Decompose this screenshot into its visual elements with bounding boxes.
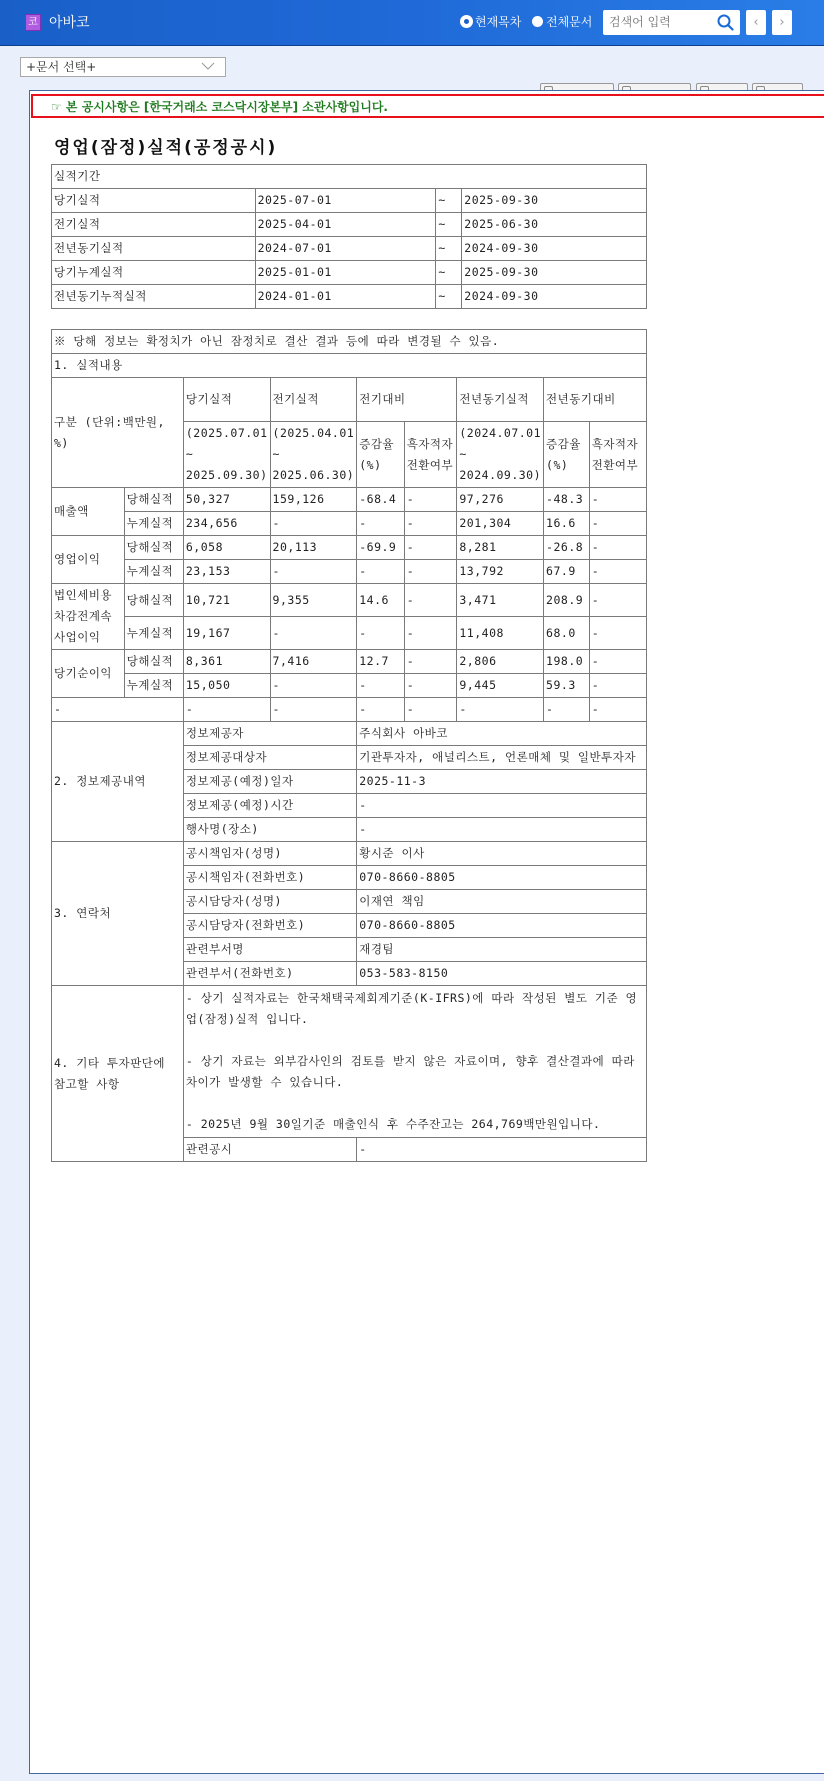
cell: - [589, 560, 646, 584]
contact-label: 관련부서(전화번호) [183, 962, 356, 986]
cell: 20,113 [270, 536, 357, 560]
cell: 234,656 [183, 512, 270, 536]
remarks-cell [183, 986, 646, 1138]
section-3-title: 3. 연락처 [52, 842, 184, 986]
yoy-turnaround-header: 흑자적자전환여부 [589, 422, 646, 488]
cell: -68.4 [357, 488, 405, 512]
type-label: 누계실적 [124, 512, 183, 536]
period-tilde: ~ [436, 213, 462, 237]
info-label: 정보제공자 [183, 722, 356, 746]
cell: 11,408 [457, 617, 544, 650]
current-header: 당기실적 [183, 378, 270, 422]
next-button[interactable]: › [772, 10, 792, 35]
contact-label: 관련부서명 [183, 938, 356, 962]
cell: - [270, 698, 357, 722]
cell: - [404, 536, 457, 560]
period-tilde: ~ [436, 237, 462, 261]
table-row [52, 330, 647, 354]
company-logo-icon: 코 [25, 14, 41, 31]
table-row [52, 354, 647, 378]
type-label: 누계실적 [124, 560, 183, 584]
period-label: 전년동기실적 [52, 237, 256, 261]
cell: - [404, 650, 457, 674]
table-row [52, 512, 647, 536]
top-bar [0, 0, 824, 46]
cell: 198.0 [544, 650, 590, 674]
contact-label: 공시책임자(성명) [183, 842, 356, 866]
table-row [52, 285, 647, 309]
type-label: 당해실적 [124, 488, 183, 512]
table-row [52, 722, 647, 746]
item-label: 매출액 [52, 488, 125, 536]
cell: 3,471 [457, 584, 544, 617]
cell: 9,355 [270, 584, 357, 617]
yoy-period-header: (2024.07.01 ~ 2024.09.30) [457, 422, 544, 488]
cell: -48.3 [544, 488, 590, 512]
section-1-title: 1. 실적내용 [52, 354, 647, 378]
period-table [51, 164, 647, 309]
cell: - [589, 650, 646, 674]
table-row [52, 261, 647, 285]
table-row [52, 378, 647, 422]
period-from: 2024-01-01 [255, 285, 436, 309]
period-tilde: ~ [436, 285, 462, 309]
contact-value: 황시준 이사 [357, 842, 647, 866]
contact-label: 공시책임자(전화번호) [183, 866, 356, 890]
info-value: 주식회사 아바코 [357, 722, 647, 746]
info-value: 기관투자자, 애널리스트, 언론매체 및 일반투자자 [357, 746, 647, 770]
cell: 8,361 [183, 650, 270, 674]
cell: 6,058 [183, 536, 270, 560]
cell: - [404, 698, 457, 722]
table-row [52, 189, 647, 213]
document-viewer [29, 90, 824, 1774]
cell: - [270, 560, 357, 584]
table-row [52, 213, 647, 237]
cell: - [270, 674, 357, 698]
table-row [52, 650, 647, 674]
info-value: - [357, 794, 647, 818]
cell: 16.6 [544, 512, 590, 536]
cell: - [404, 560, 457, 584]
cell: -69.9 [357, 536, 405, 560]
table-row [52, 698, 647, 722]
cell: 7,416 [270, 650, 357, 674]
cell: - [589, 584, 646, 617]
item-label: 법인세비용차감전계속사업이익 [52, 584, 125, 650]
item-label: 당기순이익 [52, 650, 125, 698]
search-box [603, 10, 740, 35]
cell: - [357, 617, 405, 650]
period-label: 전기실적 [52, 213, 256, 237]
related-disclosure-value: - [357, 1138, 647, 1162]
cell: 208.9 [544, 584, 590, 617]
contact-value: 재경팀 [357, 938, 647, 962]
search-input[interactable] [609, 13, 709, 31]
cell: - [270, 617, 357, 650]
vs-yoy-header: 전년동기대비 [544, 378, 647, 422]
search-icon[interactable] [717, 14, 734, 31]
radio-unselected-icon [532, 16, 543, 27]
info-label: 정보제공(예정)시간 [183, 794, 356, 818]
cell: 19,167 [183, 617, 270, 650]
period-label: 전년동기누적실적 [52, 285, 256, 309]
radio-all-docs[interactable] [532, 13, 592, 30]
remark-paragraph: - 상기 자료는 외부감사인의 검토를 받지 않은 자료이며, 향후 결산결과에 따라 차이가 발생할 수 있습니다. [185, 1054, 635, 1089]
prev-button[interactable]: ‹ [746, 10, 766, 35]
yoy-header: 전년동기실적 [457, 378, 544, 422]
cell: 14.6 [357, 584, 405, 617]
period-to: 2025-06-30 [462, 213, 647, 237]
table-row [52, 842, 647, 866]
cell: 59.3 [544, 674, 590, 698]
info-label: 정보제공대상자 [183, 746, 356, 770]
chevron-down-icon [201, 60, 215, 72]
remark-paragraph: - 2025년 9월 30일기준 매출인식 후 수주잔고는 264,769백만원입니다. [185, 1117, 601, 1131]
cell: - [357, 512, 405, 536]
contact-label: 공시담당자(성명) [183, 890, 356, 914]
period-from: 2024-07-01 [255, 237, 436, 261]
type-label: 누계실적 [124, 617, 183, 650]
document-title: 영업(잠정)실적(공정공시) [54, 138, 278, 158]
cell: - [589, 488, 646, 512]
period-to: 2024-09-30 [462, 237, 647, 261]
change-rate-header: 증감율(%) [357, 422, 405, 488]
cell: 8,281 [457, 536, 544, 560]
related-disclosure-label: 관련공시 [183, 1138, 356, 1162]
turnaround-header: 흑자적자전환여부 [404, 422, 457, 488]
cell: - [183, 698, 270, 722]
cell: - [544, 698, 590, 722]
cell: - [404, 674, 457, 698]
info-value: 2025-11-3 [357, 770, 647, 794]
section-4-title: 4. 기타 투자판단에 참고할 사항 [52, 986, 184, 1162]
cell: - [357, 674, 405, 698]
table-row [52, 584, 647, 617]
document-select-value: +문서 선택+ [26, 60, 97, 74]
cell: 68.0 [544, 617, 590, 650]
company-title: 아바코 [49, 15, 90, 31]
section-2-title: 2. 정보제공내역 [52, 722, 184, 842]
cell: - [457, 698, 544, 722]
remark-paragraph: - 상기 실적자료는 한국채택국제회계기준(K-IFRS)에 따라 작성된 별도 기준 영업(잠정)실적 입니다. [185, 991, 638, 1026]
period-tilde: ~ [436, 189, 462, 213]
cell: - [589, 617, 646, 650]
current-period-header: (2025.07.01 ~ 2025.09.30) [183, 422, 270, 488]
table-row [52, 536, 647, 560]
cell: 201,304 [457, 512, 544, 536]
item-label: 영업이익 [52, 536, 125, 584]
cell: 50,327 [183, 488, 270, 512]
cell: - [589, 674, 646, 698]
cell: - [404, 617, 457, 650]
cell: 159,126 [270, 488, 357, 512]
cell: 15,050 [183, 674, 270, 698]
info-label: 정보제공(예정)일자 [183, 770, 356, 794]
type-label: 당해실적 [124, 650, 183, 674]
period-label: 당기누계실적 [52, 261, 256, 285]
radio-current-toc-label: 현재목차 [475, 15, 522, 29]
type-label: 당해실적 [124, 584, 183, 617]
cell: - [52, 698, 184, 722]
cell: 67.9 [544, 560, 590, 584]
results-table [51, 329, 647, 1162]
cell: - [589, 512, 646, 536]
period-to: 2025-09-30 [462, 189, 647, 213]
period-from: 2025-01-01 [255, 261, 436, 285]
radio-current-toc[interactable] [461, 13, 521, 30]
cell: - [404, 488, 457, 512]
cell: 12.7 [357, 650, 405, 674]
cell: 13,792 [457, 560, 544, 584]
type-label: 당해실적 [124, 536, 183, 560]
cell: - [589, 698, 646, 722]
contact-value: 053-583-8150 [357, 962, 647, 986]
table-row [52, 165, 647, 189]
cell: 97,276 [457, 488, 544, 512]
period-to: 2025-09-30 [462, 261, 647, 285]
jurisdiction-notice: ☞ 본 공시사항은 [한국거래소 코스닥시장본부] 소관사항입니다. [31, 94, 824, 118]
period-to: 2024-09-30 [462, 285, 647, 309]
table-row [52, 617, 647, 650]
contact-label: 공시담당자(전화번호) [183, 914, 356, 938]
table-row [52, 986, 647, 1138]
info-value: - [357, 818, 647, 842]
info-label: 행사명(장소) [183, 818, 356, 842]
vs-previous-header: 전기대비 [357, 378, 457, 422]
cell: - [357, 698, 405, 722]
cell: - [589, 536, 646, 560]
previous-header: 전기실적 [270, 378, 357, 422]
contact-value: 070-8660-8805 [357, 866, 647, 890]
cell: - [404, 584, 457, 617]
cell: - [270, 512, 357, 536]
cell: -26.8 [544, 536, 590, 560]
cell: - [357, 560, 405, 584]
period-label: 당기실적 [52, 189, 256, 213]
contact-value: 이재연 책임 [357, 890, 647, 914]
cell: 2,806 [457, 650, 544, 674]
table-row [52, 488, 647, 512]
period-tilde: ~ [436, 261, 462, 285]
cell: - [404, 512, 457, 536]
table-row [52, 674, 647, 698]
type-label: 누계실적 [124, 674, 183, 698]
radio-selected-icon [461, 16, 472, 27]
previous-period-header: (2025.04.01 ~ 2025.06.30) [270, 422, 357, 488]
cell: 9,445 [457, 674, 544, 698]
period-header: 실적기간 [52, 165, 647, 189]
period-from: 2025-07-01 [255, 189, 436, 213]
category-header: 구분 (단위:백만원, %) [52, 378, 184, 488]
contact-value: 070-8660-8805 [357, 914, 647, 938]
cell: 10,721 [183, 584, 270, 617]
radio-all-docs-label: 전체문서 [546, 15, 593, 29]
document-select[interactable] [20, 57, 226, 77]
table-row [52, 237, 647, 261]
disclaimer-note: ※ 당해 정보는 확정치가 아닌 잠정치로 결산 결과 등에 따라 변경될 수 있음. [52, 330, 647, 354]
cell: 23,153 [183, 560, 270, 584]
period-from: 2025-04-01 [255, 213, 436, 237]
yoy-change-rate-header: 증감율(%) [544, 422, 590, 488]
table-row [52, 560, 647, 584]
